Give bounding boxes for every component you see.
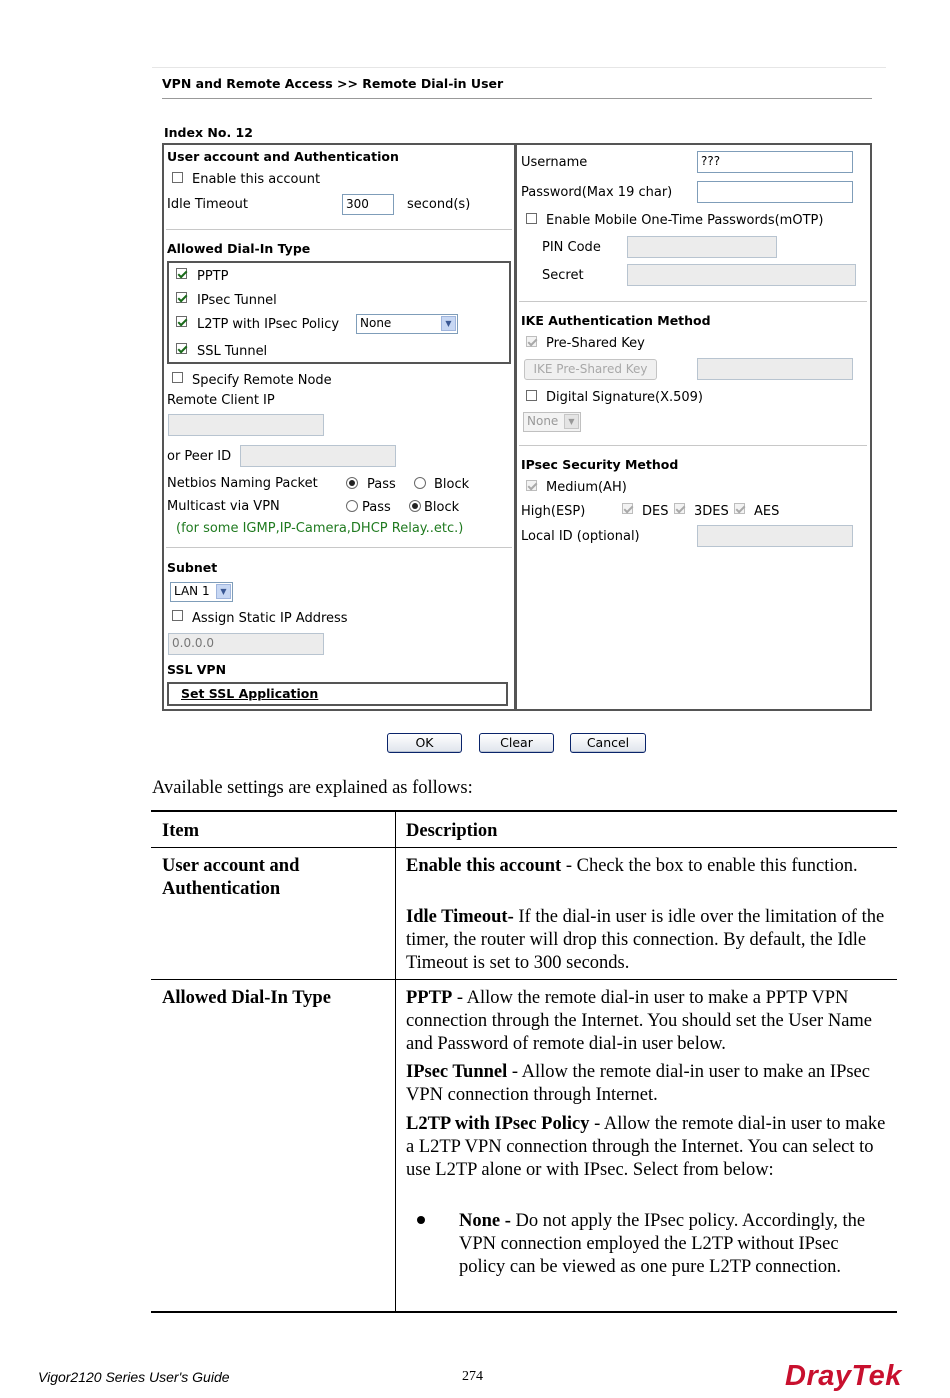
digsig-select[interactable] xyxy=(523,412,581,432)
local-id-input[interactable] xyxy=(697,525,853,547)
ssl-app-link[interactable]: Set SSL Application xyxy=(181,686,319,701)
pptp-checkbox[interactable] xyxy=(176,268,187,279)
specify-remote-checkbox[interactable] xyxy=(172,372,183,383)
username-label: Username xyxy=(521,155,588,170)
netbios-label: Netbios Naming Packet xyxy=(167,476,318,491)
clear-button[interactable]: Clear xyxy=(479,733,554,753)
static-ip-label: Assign Static IP Address xyxy=(192,611,348,626)
digsig-label: Digital Signature(X.509) xyxy=(546,390,704,405)
multicast-note: (for some IGMP,IP-Camera,DHCP Relay..etc.) xyxy=(176,521,464,536)
3des-checkbox[interactable] xyxy=(674,503,685,514)
high-esp-label: High(ESP) xyxy=(521,504,586,519)
header-item-text: Item xyxy=(162,821,199,841)
row1-item-line2: Authentication xyxy=(162,879,281,899)
enable-account-checkbox[interactable] xyxy=(172,172,183,183)
subnet-title: Subnet xyxy=(167,560,218,575)
medium-ah-checkbox[interactable] xyxy=(526,480,537,491)
row1-p2-bold: Idle Timeout- xyxy=(406,907,514,927)
password-label: Password(Max 19 char) xyxy=(521,185,673,200)
3des-label: 3DES xyxy=(694,504,729,519)
aes-label: AES xyxy=(754,504,780,519)
psk-checkbox[interactable] xyxy=(526,336,537,347)
left-sep-1 xyxy=(166,229,512,230)
ike-psk-button[interactable]: IKE Pre-Shared Key xyxy=(524,359,657,380)
multicast-label: Multicast via VPN xyxy=(167,499,280,514)
chevron-down-icon: ▼ xyxy=(441,316,456,331)
password-input[interactable] xyxy=(697,181,853,203)
enable-account-label: Enable this account xyxy=(192,172,321,187)
row2-desc-p3 xyxy=(406,1113,890,1182)
row1-p1-text: - Check the box to enable this function. xyxy=(561,856,858,876)
table-top-rule xyxy=(151,810,897,812)
ipsec-tunnel-label: IPsec Tunnel xyxy=(197,293,277,308)
user-section-title: User account and Authentication xyxy=(167,149,399,164)
subnet-select[interactable] xyxy=(170,582,233,602)
breadcrumb-rule xyxy=(162,98,872,99)
row2-bullet-bold: None - xyxy=(459,1211,511,1231)
ike-title: IKE Authentication Method xyxy=(521,313,711,328)
l2tp-checkbox[interactable] xyxy=(176,316,187,327)
row2-p2-bold: IPsec Tunnel xyxy=(406,1062,508,1082)
right-sep-1 xyxy=(519,301,867,302)
row1-desc-p1 xyxy=(406,855,890,878)
idle-timeout-input[interactable]: 300 xyxy=(342,194,394,215)
row2-p2-text: - Allow the remote dial-in user to make an IPsec VPN connection through Internet. xyxy=(406,1062,870,1105)
form-divider xyxy=(514,143,517,711)
digsig-checkbox[interactable] xyxy=(526,390,537,401)
netbios-block-label: Block xyxy=(434,477,470,492)
psk-label: Pre-Shared Key xyxy=(546,336,645,351)
table-row-rule xyxy=(151,979,897,980)
username-input[interactable]: ??? xyxy=(697,151,853,173)
static-ip-input[interactable]: 0.0.0.0 xyxy=(168,633,324,655)
table-header-rule xyxy=(151,847,897,848)
netbios-pass-radio[interactable] xyxy=(346,477,358,489)
local-id-label: Local ID (optional) xyxy=(521,529,640,544)
multicast-block-radio[interactable] xyxy=(409,500,421,512)
l2tp-label: L2TP with IPsec Policy xyxy=(197,317,340,332)
peer-id-label: or Peer ID xyxy=(167,449,232,464)
row1-p2-text: If the dial-in user is idle over the limitation of the timer, the router will drop this connection. By default, the Idle Timeout is set to 300 seconds. xyxy=(406,907,885,973)
row2-p3-text: - Allow the remote dial-in user to make a L2TP VPN connection through the Internet. You can select to use L2TP alone or with IPsec. Select from below: xyxy=(406,1114,886,1180)
l2tp-policy-value: None xyxy=(360,316,392,330)
ipsec-tunnel-checkbox[interactable] xyxy=(176,292,187,303)
table-column-rule xyxy=(395,811,396,1312)
secret-label: Secret xyxy=(542,268,584,283)
top-rule xyxy=(152,67,886,68)
peer-id-input[interactable] xyxy=(240,445,396,467)
footer-guide: Vigor2120 Series User's Guide xyxy=(38,1369,230,1385)
table-header-item xyxy=(162,820,199,843)
chevron-down-icon: ▼ xyxy=(216,584,231,599)
netbios-pass-label: Pass xyxy=(367,477,396,492)
des-label: DES xyxy=(642,504,669,519)
multicast-pass-label: Pass xyxy=(362,500,391,515)
bullet-icon xyxy=(417,1216,425,1224)
allowed-title: Allowed Dial-In Type xyxy=(167,241,311,256)
des-checkbox[interactable] xyxy=(622,503,633,514)
netbios-block-radio[interactable] xyxy=(414,477,426,489)
ike-psk-input[interactable] xyxy=(697,358,853,380)
row2-p1-text: - Allow the remote dial-in user to make a PPTP VPN connection through the Internet. You should set the User Name and Password of remote dial-in user below. xyxy=(406,988,873,1054)
digsig-select-value: None xyxy=(527,414,559,428)
header-desc-text: Description xyxy=(406,821,498,841)
row2-item: Allowed Dial-In Type xyxy=(162,988,331,1008)
row2-desc-p1 xyxy=(406,987,890,1056)
motp-checkbox[interactable] xyxy=(526,213,537,224)
row2-p3-bold: L2TP with IPsec Policy xyxy=(406,1114,590,1134)
pin-code-label: PIN Code xyxy=(542,240,601,255)
pptp-label: PPTP xyxy=(197,269,229,284)
idle-timeout-label: Idle Timeout xyxy=(167,197,248,212)
table-header-desc xyxy=(406,820,497,843)
specify-remote-label: Specify Remote Node xyxy=(192,373,332,388)
pin-code-input[interactable] xyxy=(627,236,777,258)
row2-bullet xyxy=(459,1210,887,1279)
breadcrumb: VPN and Remote Access >> Remote Dial-in User xyxy=(162,76,504,91)
ipsec-sec-title: IPsec Security Method xyxy=(521,457,679,472)
row2-desc-p2 xyxy=(406,1061,890,1107)
footer-page: 274 xyxy=(462,1369,483,1384)
ssl-tunnel-checkbox[interactable] xyxy=(176,343,187,354)
aes-checkbox[interactable] xyxy=(734,503,745,514)
remote-client-ip-label: Remote Client IP xyxy=(167,393,275,408)
l2tp-policy-select[interactable] xyxy=(356,314,458,334)
row1-desc-p2 xyxy=(406,906,890,975)
multicast-pass-radio[interactable] xyxy=(346,500,358,512)
ssl-tunnel-label: SSL Tunnel xyxy=(197,344,268,359)
ssl-vpn-title: SSL VPN xyxy=(167,662,227,677)
remote-client-ip-input[interactable] xyxy=(168,414,324,436)
subnet-value: LAN 1 xyxy=(174,584,210,598)
row2-p1-bold: PPTP xyxy=(406,988,453,1008)
cancel-button[interactable]: Cancel xyxy=(570,733,646,753)
index-label: Index No. 12 xyxy=(164,125,253,140)
right-sep-2 xyxy=(519,445,867,446)
left-sep-2 xyxy=(166,547,512,548)
intro-text: Available settings are explained as follows: xyxy=(152,778,473,798)
row2-bullet-text: Do not apply the IPsec policy. Accordingly, the VPN connection employed the L2TP without IPsec policy can be viewed as one pure L2TP connection. xyxy=(459,1211,866,1277)
draytek-logo: DrayTek xyxy=(785,1360,902,1392)
secret-input[interactable] xyxy=(627,264,856,286)
static-ip-checkbox[interactable] xyxy=(172,610,183,621)
row1-item-line1: User account and xyxy=(162,856,300,876)
medium-ah-label: Medium(AH) xyxy=(546,480,627,495)
row1-item xyxy=(162,855,387,901)
motp-label: Enable Mobile One-Time Passwords(mOTP) xyxy=(546,213,824,228)
idle-timeout-unit: second(s) xyxy=(407,197,471,212)
chevron-down-icon: ▼ xyxy=(564,414,579,429)
row1-p1-bold: Enable this account xyxy=(406,856,562,876)
table-bottom-rule xyxy=(151,1311,897,1313)
multicast-block-label: Block xyxy=(424,500,460,515)
ok-button[interactable]: OK xyxy=(387,733,462,753)
